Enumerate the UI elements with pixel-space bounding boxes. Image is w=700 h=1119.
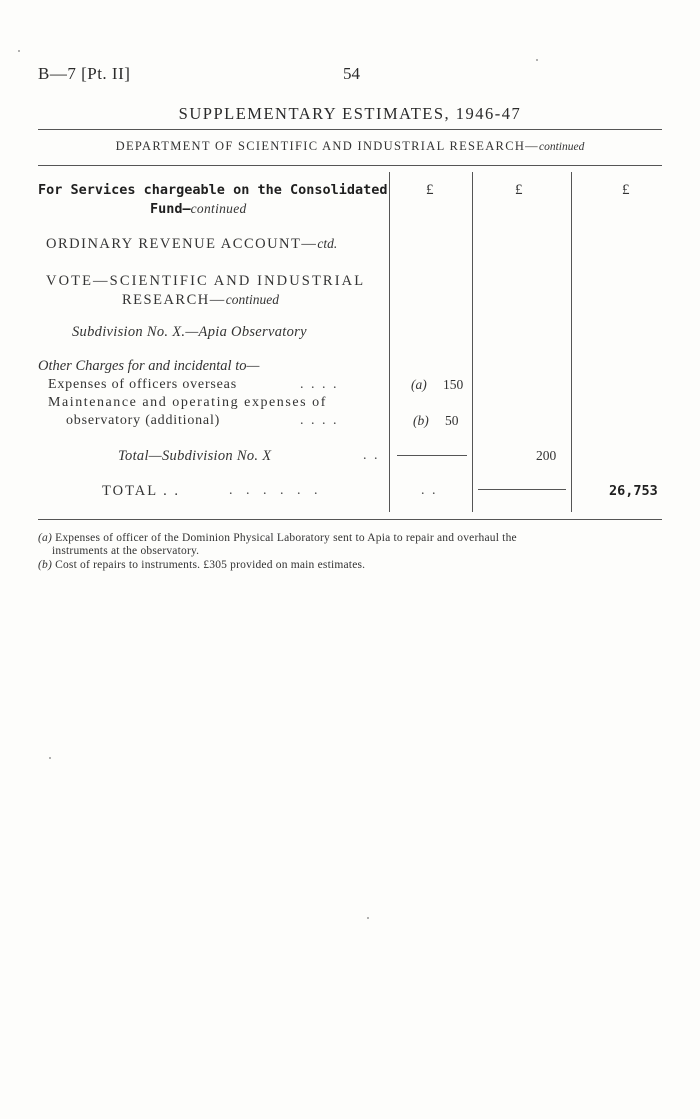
vote-research: RESEARCH— [122, 292, 226, 308]
column-rule-1 [389, 172, 390, 512]
account-heading [46, 236, 337, 253]
item-expenses-ref-mark: (a) [411, 377, 427, 392]
subtotal-dots: . . [363, 448, 380, 463]
item-expenses-amount: 150 [443, 377, 464, 392]
heading-fund: Fund— [150, 201, 191, 217]
subdivision-heading: Subdivision No. X.—Apia Observatory [72, 324, 307, 340]
vote-heading-line2 [122, 292, 279, 309]
footnote-a-text: Expenses of officer of the Dominion Physical Laboratory sent to Apia to repair and overhaul the [55, 532, 517, 544]
department-continued: continued [538, 141, 585, 153]
scan-speck [536, 59, 538, 61]
column-header-3: £ [622, 182, 630, 198]
department-subtitle [0, 139, 700, 154]
item-maintenance-label-line2: observatory (additional) [66, 413, 221, 428]
subtotal-amount: 200 [536, 448, 557, 463]
table-heading-line1: For Services chargeable on the Consolidated [38, 182, 388, 198]
footnote-b-ref: (b) [38, 559, 53, 571]
footnote-b [38, 559, 365, 572]
grand-total-amount: 26,753 [609, 483, 658, 499]
column-header-1: £ [426, 182, 434, 198]
table-bottom-rule [38, 519, 662, 520]
footnote-b-text: Cost of repairs to instruments. £305 provided on main estimates. [55, 559, 366, 571]
vote-continued: continued [225, 292, 279, 307]
item-maintenance-dots: . . . . [300, 413, 339, 428]
other-charges-heading: Other Charges for and incidental to— [38, 358, 260, 374]
total-col1-dots: . . [421, 483, 438, 498]
subtitle-rule [38, 165, 662, 166]
title-rule [38, 129, 662, 130]
page-number: 54 [343, 64, 360, 83]
total-rule [478, 489, 566, 490]
vote-heading-line1: VOTE—SCIENTIFIC AND INDUSTRIAL [46, 273, 366, 289]
scan-speck [367, 917, 369, 919]
item-expenses-label: Expenses of officers overseas [48, 377, 237, 392]
subtotal-rule [397, 455, 467, 456]
item-maintenance-amount: 50 [445, 413, 459, 428]
heading-continued: continued [190, 201, 247, 216]
scan-speck [18, 50, 20, 52]
page-title: SUPPLEMENTARY ESTIMATES, 1946-47 [178, 104, 522, 123]
department-name: DEPARTMENT OF SCIENTIFIC AND INDUSTRIAL RESEARCH— [115, 139, 539, 153]
column-header-2: £ [515, 182, 523, 198]
item-expenses-dots: . . . . [300, 377, 339, 392]
item-maintenance-ref-mark: (b) [413, 413, 429, 428]
column-rule-2 [472, 172, 473, 512]
item-maintenance-label: Maintenance and operating expenses of [48, 395, 327, 410]
item-maintenance-ref [413, 413, 429, 429]
subtotal-label: Total—Subdivision No. X [118, 448, 272, 464]
page-reference: B—7 [Pt. II] [38, 64, 131, 83]
item-expenses-ref [411, 377, 427, 393]
total-label: TOTAL . . [102, 483, 181, 499]
column-rule-3 [571, 172, 572, 512]
footnote-a [38, 532, 678, 545]
total-dots: . . . . . . [229, 483, 323, 498]
footnote-a-line2: instruments at the observatory. [52, 545, 200, 557]
scan-speck [49, 757, 51, 759]
account-suffix: ctd. [317, 236, 338, 251]
footnote-a-ref: (a) [38, 532, 53, 544]
table-heading-line2 [150, 200, 247, 218]
account-name: ORDINARY REVENUE ACCOUNT— [46, 236, 318, 252]
